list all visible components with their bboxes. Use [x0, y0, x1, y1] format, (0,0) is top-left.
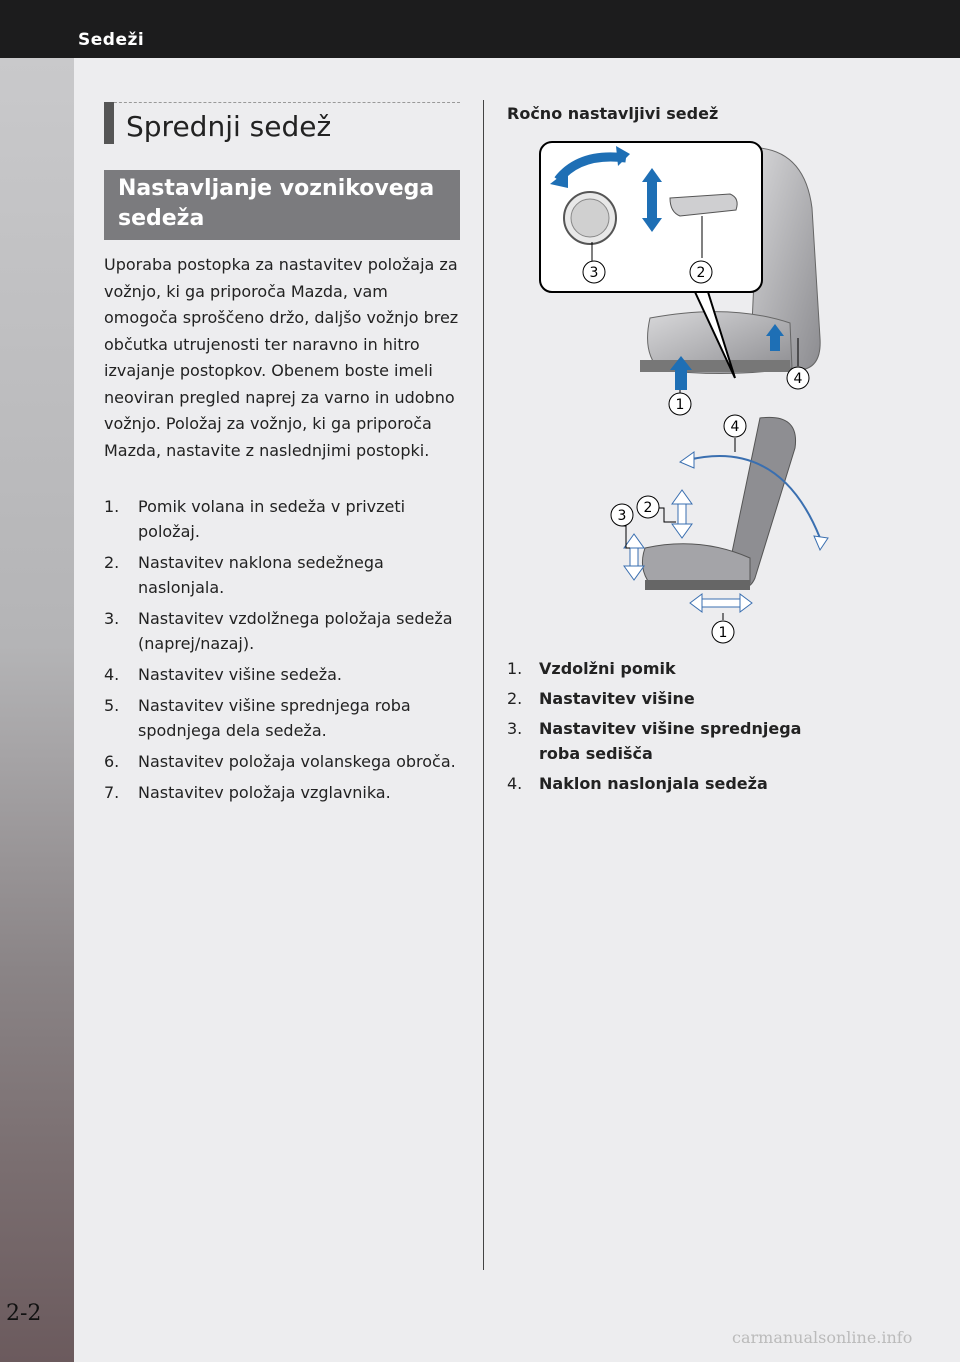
- callout-1-label: 1: [675, 397, 685, 413]
- list-item: [507, 686, 827, 711]
- heading-marker: [104, 102, 114, 144]
- list-item: [507, 771, 827, 796]
- list-item: [507, 716, 827, 766]
- callout-3-label: 3: [589, 265, 599, 281]
- step-text: Nastavitev položaja volanskega obroča.: [138, 752, 456, 771]
- fore-aft-arrow: [690, 594, 752, 612]
- watermark: carmanualsonline.info: [732, 1328, 913, 1347]
- seat-controls-illustration: [530, 138, 830, 428]
- step-text: Nastavitev višine sprednjega roba spodnjega dela sedeža.: [138, 696, 411, 740]
- step-number: 2.: [104, 553, 120, 572]
- step-number: 4.: [104, 665, 120, 684]
- list-item: [104, 780, 464, 805]
- callout-4-label: 4: [793, 371, 803, 387]
- legend-number: 2.: [507, 689, 523, 708]
- step-number: 6.: [104, 752, 120, 771]
- left-sidebar: [0, 58, 74, 1362]
- steps-list: [104, 494, 464, 811]
- callout-3-label: 3: [617, 508, 627, 524]
- list-item: [104, 494, 464, 544]
- legend-text: Vzdolžni pomik: [539, 659, 676, 678]
- legend-number: 3.: [507, 719, 523, 738]
- intro-paragraph: Uporaba postopka za nastavitev položaja za vožnjo, ki ga priporoča Mazda, vam omogoča sproščeno držo, daljšo vožnjo brez občutka utrujenosti ter naravno in hitro izvajanje postopkov. Obenem boste imeli neoviran pregled naprej za varno in udobno vožnjo. Položaj za vožnjo, ki ga priporoča Mazda, nastavite z naslednjimi postopki.: [104, 255, 459, 460]
- page-number: 2-2: [6, 1301, 42, 1326]
- step-text: Nastavitev vzdolžnega položaja sedeža (naprej/nazaj).: [138, 609, 453, 653]
- step-number: 1.: [104, 497, 120, 516]
- step-text: Pomik volana in sedeža v privzeti položaj.: [138, 497, 406, 541]
- step-number: 7.: [104, 783, 120, 802]
- subheading-box: [104, 170, 460, 240]
- subheading: Nastavljanje voznikovega sedeža: [118, 176, 435, 231]
- callout-4-label: 4: [730, 419, 740, 435]
- step-number: 5.: [104, 696, 120, 715]
- callout-4: [724, 415, 746, 437]
- top-header-bar: [0, 0, 960, 58]
- list-item: [104, 550, 464, 600]
- list-item: [104, 606, 464, 656]
- height-arrow: [672, 490, 692, 538]
- list-item: [104, 662, 464, 687]
- callout-3: [611, 504, 633, 526]
- legend-number: 1.: [507, 659, 523, 678]
- step-number: 3.: [104, 609, 120, 628]
- seat-drawing: [642, 417, 795, 590]
- column-divider: [483, 100, 484, 1270]
- legend-text: Nastavitev višine sprednjega roba sedišča: [539, 719, 802, 763]
- figure-title: Ročno nastavljivi sedež: [507, 104, 719, 123]
- legend-number: 4.: [507, 774, 523, 793]
- legend-text: Naklon naslonjala sedeža: [539, 774, 768, 793]
- page-heading: Sprednji sedež: [126, 110, 332, 143]
- legend-text: Nastavitev višine: [539, 689, 695, 708]
- dashed-rule: [104, 102, 460, 103]
- callout-2-label: 2: [696, 265, 706, 281]
- callout-2: [637, 496, 659, 518]
- callout-1: [712, 621, 734, 643]
- section-title: Sedeži: [78, 30, 145, 50]
- step-text: Nastavitev položaja vzglavnika.: [138, 783, 391, 802]
- callout-1-label: 1: [718, 625, 728, 641]
- seat-adjustment-diagram: [590, 408, 840, 653]
- step-text: Nastavitev naklona sedežnega naslonjala.: [138, 553, 384, 597]
- step-text: Nastavitev višine sedeža.: [138, 665, 343, 684]
- heading-block: [104, 100, 460, 146]
- front-edge-arrow: [624, 534, 644, 580]
- figure-legend: [507, 656, 827, 801]
- callout-2: [690, 261, 712, 283]
- callout-2-label: 2: [643, 500, 653, 516]
- list-item: [104, 749, 464, 774]
- list-item: [507, 656, 827, 681]
- list-item: [104, 693, 464, 743]
- callout-3: [583, 261, 605, 283]
- callout-4: [787, 367, 809, 389]
